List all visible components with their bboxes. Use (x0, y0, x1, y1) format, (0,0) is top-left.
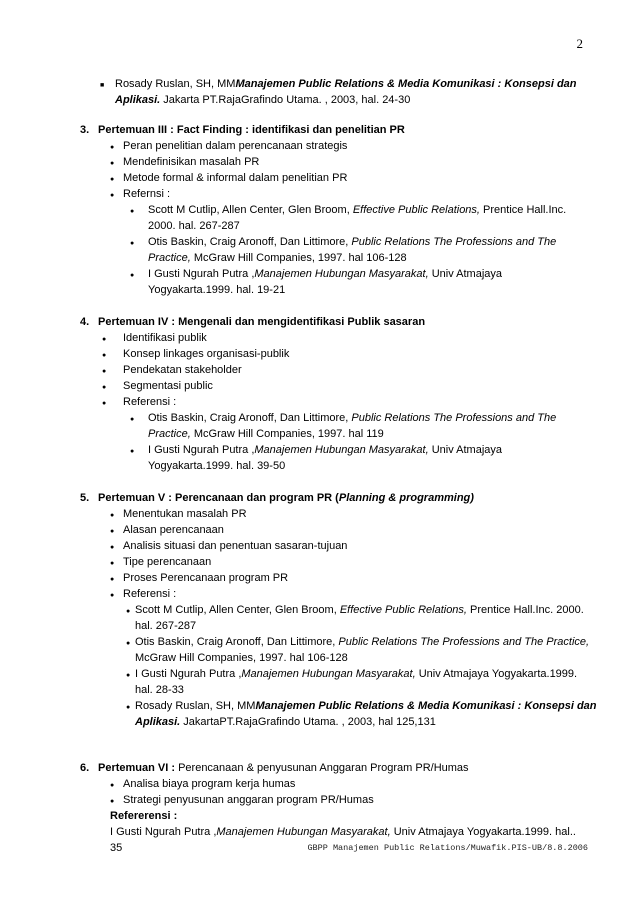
list-item: ● Referensi : (80, 394, 580, 410)
list-item: ● Mendefinisikan masalah PR (80, 154, 580, 170)
intro-reference: ■ Rosady Ruslan, SH, MMManajemen Public Relations & Media Komunikasi : Konsepsi dan Aplikasi. Jakarta PT.RajaGrafindo Utama. , 2003, hal. 24-30 (80, 76, 580, 108)
reference-item: ● Otis Baskin, Craig Aronoff, Dan Littimore, Public Relations The Professions and The Practice, (80, 634, 580, 650)
section-5: 5. Pertemuan V : Perencanaan dan program PR (Planning & programming) ● Menentukan masalah PR ● Alasan perencanaan ● Analisis situasi dan penentuan sasaran-tujuan ● Tipe perencanaan ● Proses Perencanaan program PR ● Referensi : ● Scott M Cutlip, Allen Center, Glen Broom, Effective Public Relations, Prentice Hall.Inc. 2000. hal. 267-287 ● Otis Baskin, Craig Aronoff, Dan Littimore, Public Relations The Professions and The Practice, McGraw Hill Companies, 1997. hal 106-128 ● I Gusti Ngurah Putra ,Manajemen Hubungan Masyarakat, Univ Atmajaya Yogyakarta.1999. hal. 28-33 ● Rosady Ruslan, SH, MMManajemen Public Relations & Media Komunikasi : Konsepsi dan Aplikasi. JakartaPT.RajaGrafindo Utama. , 2003, hal 125,131 (80, 490, 580, 730)
reference-item: ● Rosady Ruslan, SH, MMManajemen Public Relations & Media Komunikasi : Konsepsi dan (80, 698, 580, 714)
section-4-heading: 4. Pertemuan IV : Mengenali dan mengidentifikasi Publik sasaran (80, 316, 426, 328)
list-item: ● Analisis situasi dan penentuan sasaran-tujuan (80, 538, 580, 554)
list-item: ● Strategi penyusunan anggaran program PR/Humas (80, 792, 580, 808)
section-5-heading: 5. Pertemuan V : Perencanaan dan program PR (Planning & programming) (80, 492, 474, 504)
list-item: ● Alasan perencanaan (80, 522, 580, 538)
list-item: ● Konsep linkages organisasi-publik (80, 346, 580, 362)
section-6: 6. Pertemuan VI : Perencanaan & penyusunan Anggaran Program PR/Humas ● Analisa biaya program kerja humas ● Strategi penyusunan anggaran program PR/Humas Refererensi : I Gusti Ngurah Putra ,Manajemen Hubungan Masyarakat, Univ Atmajaya Yogyakarta.1999. hal.. 35 (80, 760, 580, 856)
reference-item: ● Scott M Cutlip, Allen Center, Glen Broom, Effective Public Relations, Prentice Hall.Inc. 2000. (80, 602, 580, 618)
document-body (80, 76, 597, 856)
section-3: 3. Pertemuan III : Fact Finding : identifikasi dan penelitian PR ● Peran penelitian dalam perencanaan strategis ● Mendefinisikan masalah PR ● Metode formal & informal dalam penelitian PR ● Refernsi : ● Scott M Cutlip, Allen Center, Glen Broom, Effective Public Relations, Prentice Hall.Inc. 2000. hal. 267-287 ● Otis Baskin, Craig Aronoff, Dan Littimore, Public Relations The Professions and The Practice, McGraw Hill Companies, 1997. hal 106-128 ● I Gusti Ngurah Putra ,Manajemen Hubungan Masyarakat, Univ Atmajaya Yogyakarta.1999. hal. 19-21 (80, 122, 580, 298)
reference-item: I Gusti Ngurah Putra ,Manajemen Hubungan Masyarakat, Univ Atmajaya Yogyakarta.1999. hal.. (110, 826, 576, 838)
reference-item: ● Otis Baskin, Craig Aronoff, Dan Littimore, Public Relations The Professions and The (80, 234, 580, 250)
section-6-heading: 6. Pertemuan VI : Perencanaan & penyusunan Anggaran Program PR/Humas (80, 762, 469, 774)
list-item: ● Tipe perencanaan (80, 554, 580, 570)
list-item: ● Menentukan masalah PR (80, 506, 580, 522)
section-4: 4. Pertemuan IV : Mengenali dan mengidentifikasi Publik sasaran ● Identifikasi publik ● Konsep linkages organisasi-publik ● Pendekatan stakeholder ● Segmentasi public ● Referensi : ● Otis Baskin, Craig Aronoff, Dan Littimore, Public Relations The Professions and The Practice, McGraw Hill Companies, 1997. hal 119 ● I Gusti Ngurah Putra ,Manajemen Hubungan Masyarakat, Univ Atmajaya Yogyakarta.1999. hal. 39-50 (80, 314, 580, 474)
reference-item: ● I Gusti Ngurah Putra ,Manajemen Hubungan Masyarakat, Univ Atmajaya Yogyakarta.1999. (80, 666, 580, 682)
list-item: ● Peran penelitian dalam perencanaan strategis (80, 138, 580, 154)
reference-label: Refererensi : (110, 810, 178, 822)
list-item: ● Analisa biaya program kerja humas (80, 776, 580, 792)
reference-item: ● Scott M Cutlip, Allen Center, Glen Broom, Effective Public Relations, Prentice Hall.Inc. (80, 202, 580, 218)
list-item: ● Refernsi : (80, 186, 580, 202)
list-item: ● Segmentasi public (80, 378, 580, 394)
section-3-heading: 3. Pertemuan III : Fact Finding : identifikasi dan penelitian PR (80, 124, 405, 136)
list-item: ● Identifikasi publik (80, 330, 580, 346)
page-footer: GBPP Manajemen Public Relations/Muwafik.PIS-UB/8.8.2006 (307, 843, 588, 853)
page-number: 2 (576, 36, 583, 51)
list-item: ● Referensi : (80, 586, 580, 602)
list-item: ● Pendekatan stakeholder (80, 362, 580, 378)
reference-item: ● I Gusti Ngurah Putra ,Manajemen Hubungan Masyarakat, Univ Atmajaya (80, 266, 580, 282)
reference-item: ● I Gusti Ngurah Putra ,Manajemen Hubungan Masyarakat, Univ Atmajaya (80, 442, 580, 458)
list-item: ● Metode formal & informal dalam penelitian PR (80, 170, 580, 186)
reference-item: ● Otis Baskin, Craig Aronoff, Dan Littimore, Public Relations The Professions and The (80, 410, 580, 426)
list-item: ● Proses Perencanaan program PR (80, 570, 580, 586)
